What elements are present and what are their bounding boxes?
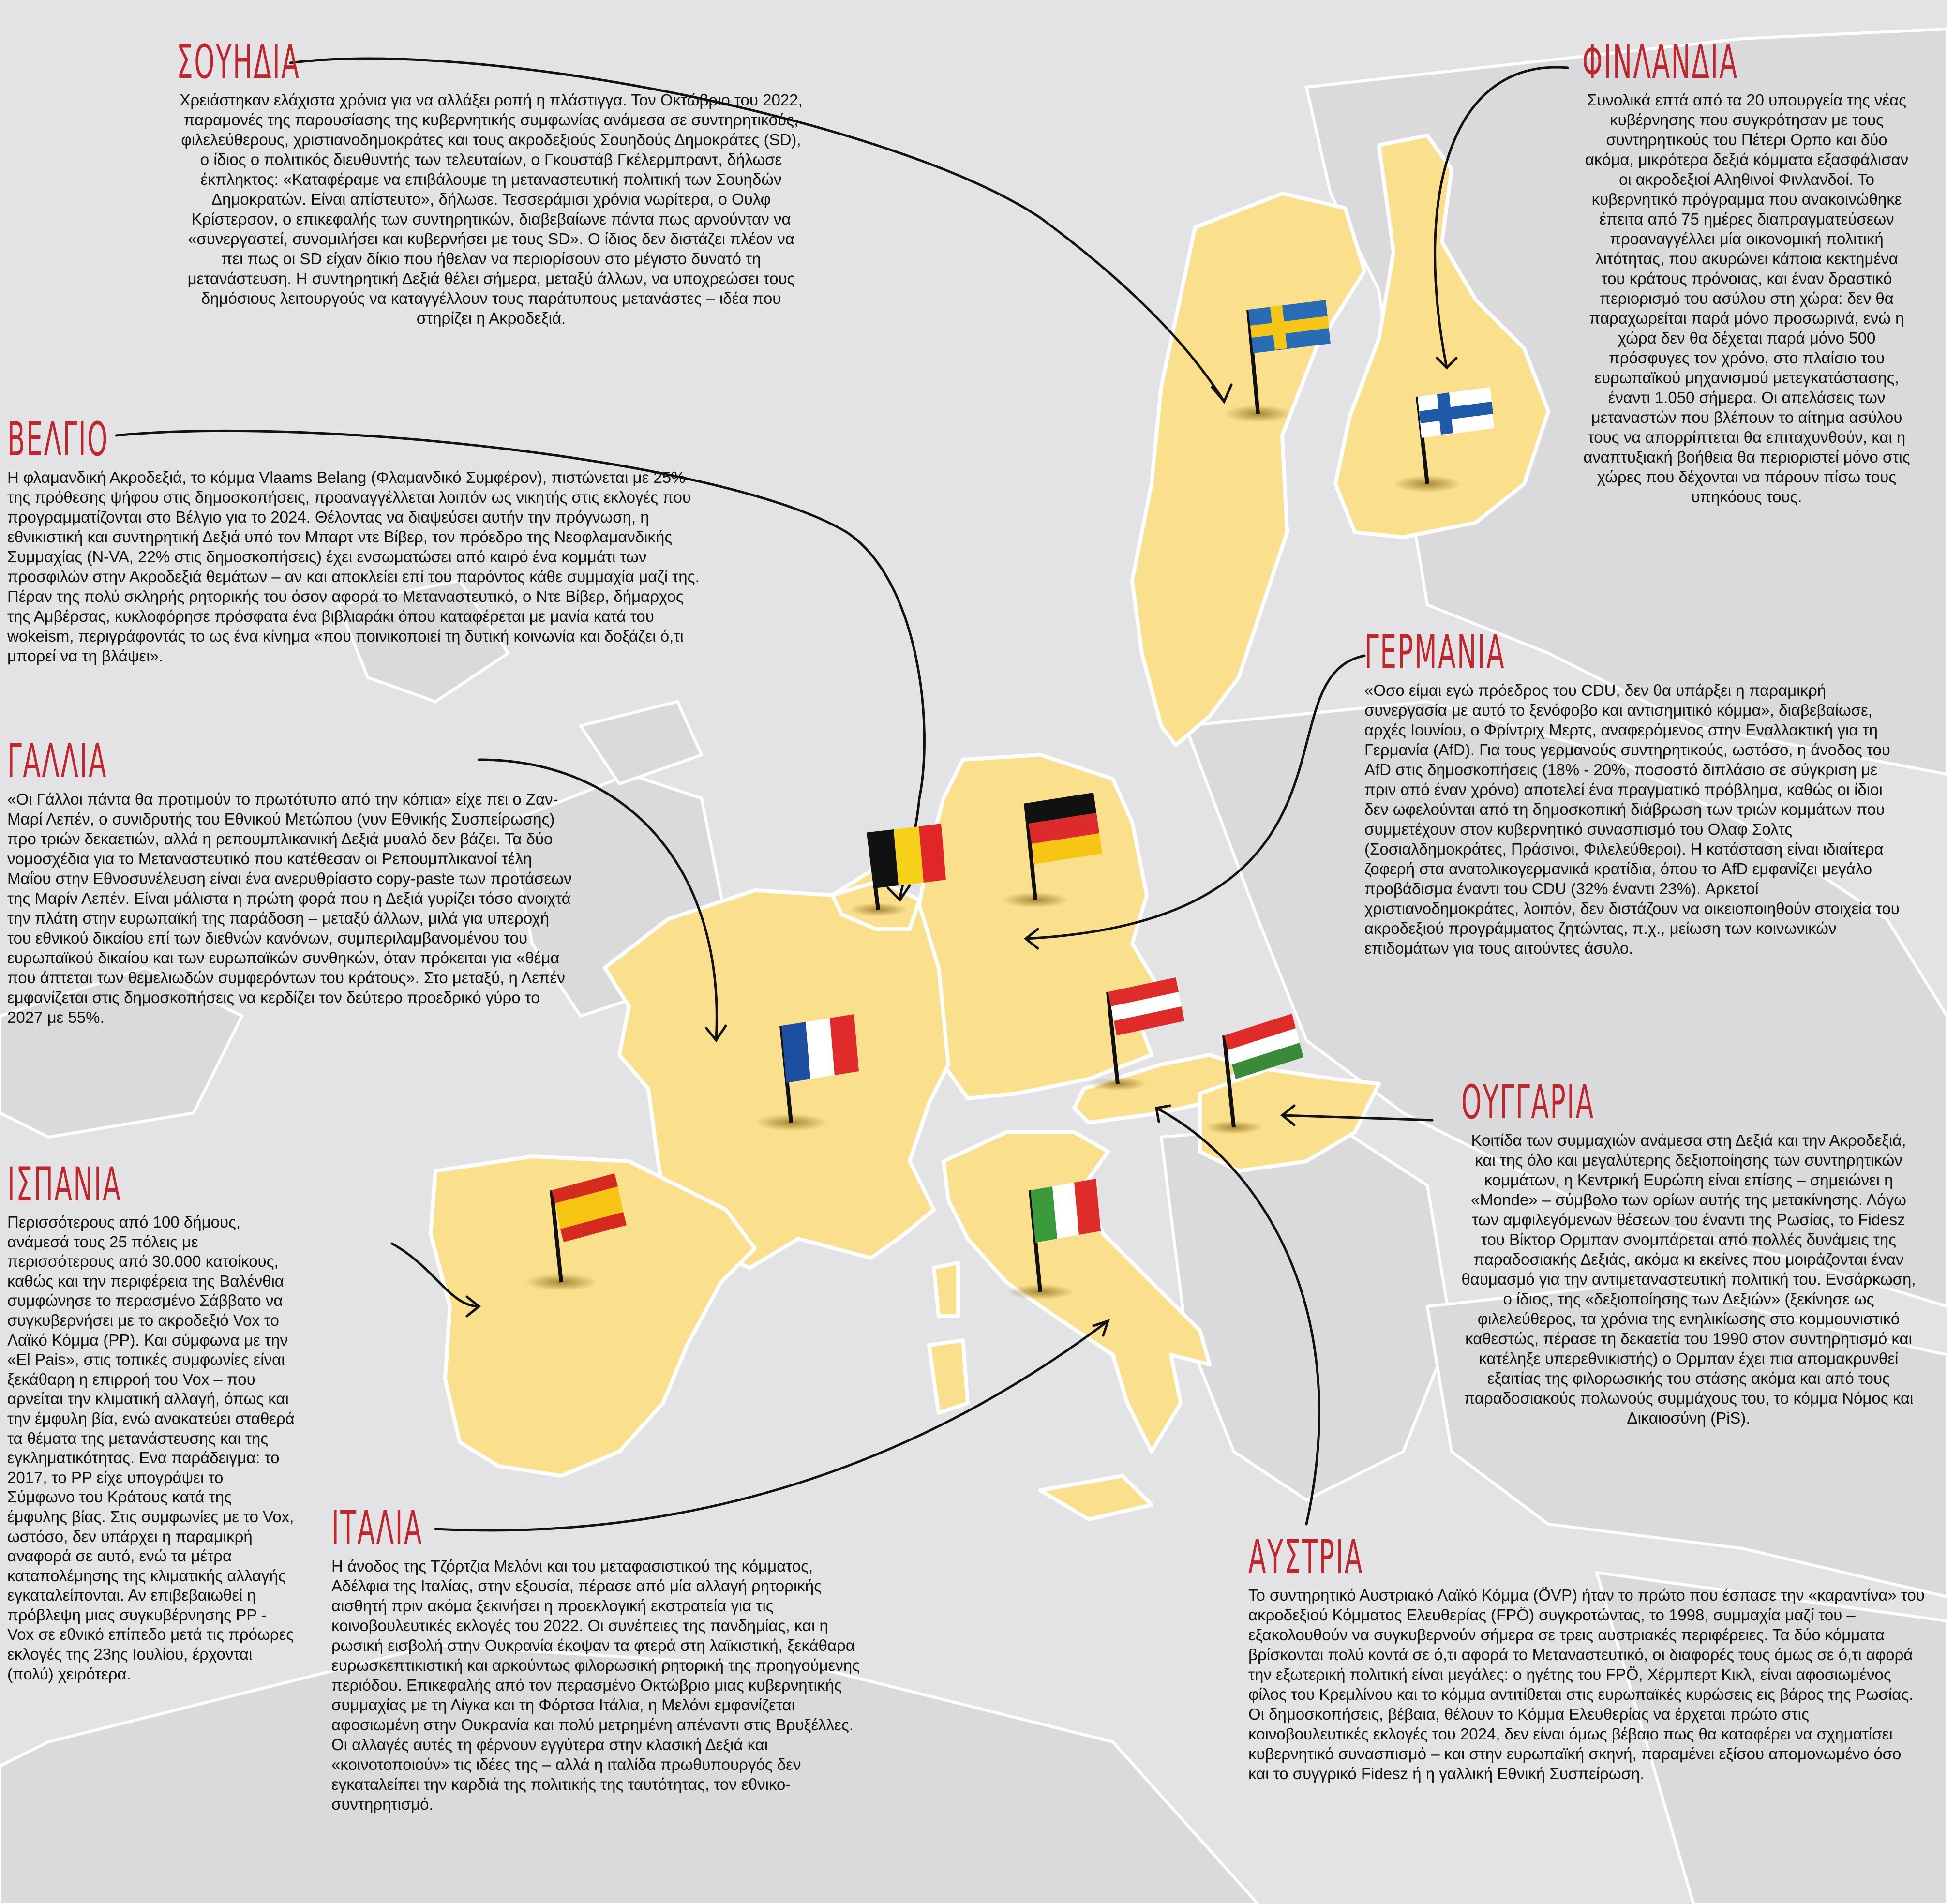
spain-block bbox=[7, 1157, 295, 1684]
finland-title: ΦΙΝΛΑΝΔΙΑ bbox=[1582, 35, 1738, 89]
sweden-block bbox=[177, 35, 806, 328]
austria-text: Το συντηρητικό Αυστριακό Λαϊκό Κόμμα (ÖVP) ήταν το πρώτο που έσπασε την «καραντίνα» του ακροδεξιού Κόμματος Ελευθερίας (FPÖ) συγκροτώντας, το 1998, συμμαχία μαζί του – εξακολουθούν να συγκυβερνούν σήμερα σε τρεις αυστριακές περιφέρειες. Τα δύο κόμματα βρίσκονται πολύ κοντά σε ό,τι αφορά το Μεταναστευτικό, οι διαφορές τους όμως σε ό,τι αφορά την εξωτερική πολιτική είναι μεγάλες: ο ηγέτης του FPÖ, Χέρμπερτ Κικλ, είναι αφοσιωμένος φίλος του Κρεμλίνου και το κόμμα αντιτίθεται στις ευρωπαϊκές κυρώσεις εις βάρος της Ρωσίας. Οι δημοσκοπήσεις, βέβαια, θέλουν το Κόμμα Ελευθερίας να έρχεται πρώτο στις κοινοβουλευτικές εκλογές του 2024, δεν είναι όμως βέβαιο πως θα καταφέρει να σχηματίσει κυβερνητικό συνασπισμό – και στην ευρωπαϊκή σκηνή, παραμένει εξίσου απομονωμένο όσο και το συγγρικό Fidesz ή η γαλλική Εθνική Συσπείρωση. bbox=[1248, 1586, 1925, 1783]
germany-block bbox=[1364, 625, 1906, 958]
austria-title: ΑΥΣΤΡΙΑ bbox=[1248, 1530, 1363, 1584]
belgium-block bbox=[7, 412, 704, 666]
hungary-text: Κοιτίδα των συμμαχιών ανάμεσα στη Δεξιά και την Ακροδεξιά, και της όλο και μεγαλύτερης δεξιοποίησης των συντηρητικών κομμάτων, η Κεντρική Ευρώπη είναι επίσης – σημειώνει η «Monde» – σύμβολο των ορίων αυτής της μετακίνησης. Λόγω των αμφιλεγόμενων θέσεων του έναντι της Ρωσίας, το Fidesz του Βίκτορ Ορμπαν σνομπάρεται από πολλές δυνάμεις της παραδοσιακής Δεξιάς, ακόμα κι εκείνες που μοιράζονται έναν θαυμασμό για την αντιμεταναστευτική πολιτική του. Ενσάρκωση, ο ίδιος, της «δεξιοποίησης των Δεξιών» (ξεκίνησε ως φιλελεύθερος, τα χρόνια της ενηλικίωσης στο κομμουνιστικό καθεστώς, πέρασε τη δεκαετία του 1990 στον συντηρητισμό και κατέληξε υπερεθνικιστής) ο Ορμπαν έχει πια απομακρυνθεί εξαιτίας της φιλορωσικής του στάσης ακόμα και από τους παραδοσιακούς πολωνούς συμμάχους του, το κόμμα Νόμος και Δικαιοσύνη (PiS). bbox=[1461, 1131, 1916, 1427]
sweden-text: Χρειάστηκαν ελάχιστα χρόνια για να αλλάξει ροπή η πλάστιγγα. Τον Οκτώβριο του 2022, παραμονές της παρουσίασης της κυβερνητικής συμφωνίας ανάμεσα σε συντηρητικούς, φιλελεύθερους, χριστιανοδημοκράτες και τους ακροδεξιούς Σουηδούς Δημοκράτες (SD), ο ίδιος ο πολιτικός διευθυντής των τελευταίων, ο Γκουστάβ Γκέλερμπραντ, δήλωσε έκπληκτος: «Καταφέραμε να επιβάλουμε τη μεταναστευτική πολιτική των Σουηδών Δημοκρατών. Είναι απίστευτο», δήλωσε. Τεσσεράμισι χρόνια νωρίτερα, ο Ουλφ Κρίστερσον, ο επικεφαλής των συντηρητικών, διαβεβαίωνε πάντα πως αρνούνταν να «συνεργαστεί, συνομιλήσει και κυβερνήσει με τους SD». Ο ίδιος δεν διστάζει πλέον να πει πως οι SD είχαν δίκιο που ήθελαν να περιορίσουν στο μέγιστο δυνατό τη μετανάστευση. Η συντηρητική Δεξιά θέλει σήμερα, μεταξύ άλλων, να υποχρεώσει τους δημόσιους λειτουργούς να καταγγέλλουν τους παράτυπους μετανάστες – ιδέα που στηρίζει η Ακροδεξιά. bbox=[180, 91, 803, 327]
sweden-shape bbox=[1132, 194, 1364, 745]
corsica-shape bbox=[934, 1263, 958, 1316]
france-title: ΓΑΛΛΙΑ bbox=[7, 734, 107, 788]
hungary-block bbox=[1461, 1075, 1916, 1428]
hungary-title: ΟΥΓΓΑΡΙΑ bbox=[1461, 1075, 1595, 1129]
spain-text: Περισσότερους από 100 δήμους, ανάμεσά τους 25 πόλεις με περισσότερους από 30.000 κατοίκους, καθώς και την περιφέρεια της Βαλένθια συμφώνησε το περασμένο Σάββατο να συγκυβερνήσει με το ακροδεξιό Vox το Λαϊκό Κόμμα (PP). Και σύμφωνα με την «El Pais», στις τοπικές συμφωνίες είναι ξεκάθαρη η επιρροή του Vox – που αρνείται την κλιματική αλλαγή, όπως και την έμφυλη βία, ενώ ανακατεύει σταθερά τα θέματα της μετανάστευσης και της εγκληματικότητας. Ενα παράδειγμα: το 2017, το PP είχε υπογράψει το Σύμφωνο του Κράτους κατά της έμφυλης βίας. Στις συμφωνίες με το Vox, ωστόσο, δεν υπάρχει η παραμικρή αναφορά σε αυτό, ενώ τα μέτρα καταπολέμησης της κλιματικής αλλαγής εγκαταλείπονται. Αν επιβεβαιωθεί η πρόβλεψη μιας συγκυβέρνησης PP - Vox σε εθνικό επίπεδο μετά τις πρόωρες εκλογές της 23ης Ιουλίου, έρχονται (πολύ) χειρότερα. bbox=[7, 1213, 295, 1683]
sardinia-shape bbox=[929, 1340, 968, 1413]
italy-text: Η άνοδος της Τζόρτζια Μελόνι και του μεταφασιστικού της κόμματος, Αδέλφια της Ιταλίας, στην εξουσία, πέρασε από μία αλλαγή ρητορικής αισθητή πριν ακόμα ξεκινήσει η προεκλογική εκστρατεία για τις κοινοβουλευτικές εκλογές του 2022. Οι συνέπειες της πανδημίας, και η ρωσική εισβολή στην Ουκρανία έκοψαν τα φτερά στη λαϊκιστική, ξεκάθαρα ευρωσκεπτικιστική και αρκούντως φιλορωσική ρητορική της προηγούμενης περιόδου. Επικεφαλής από τον περασμένο Οκτώβριο μιας κυβερνητικής συμμαχίας με τη Λίγκα και τη Φόρτσα Ιτάλια, η Μελόνι εμφανίζεται αφοσιωμένη στην Ουκρανία και πολύ μετρημένη απέναντι στις Βρυξέλλες. Οι αλλαγές αυτές τη φέρνουν εγγύτερα στην κλασική Δεξιά και «κοινοτοποιούν» τις ιδέες της – αλλά η ιταλίδα πρωθυπουργός δεν εγκαταλείπει την καρδιά της πολιτικής της ταυτότητας, τον εθνικο-συντηρητισμό. bbox=[331, 1557, 860, 1813]
italy-block bbox=[331, 1501, 864, 1814]
finland-block bbox=[1582, 35, 1911, 507]
sicily-shape bbox=[1040, 1476, 1152, 1519]
spain-title: ΙΣΠΑΝΙΑ bbox=[7, 1157, 122, 1212]
france-text: «Οι Γάλλοι πάντα θα προτιμούν το πρωτότυπο από την κόπια» είχε πει ο Ζαν-Μαρί Λεπέν, ο συνιδρυτής του Εθνικού Μετώπου (νυν Εθνικής Συσπείρωσης) προ τριών δεκαετιών, αλλά η ρεπουμπλικανική Δεξιά μυαλό δεν βάζει. Τα δύο νομοσχέδια για το Μεταναστευτικό που κατέθεσαν οι Ρεπουμπλικανοί τέλη Μαΐου στην Εθνοσυνέλευση είναι ένα ανερυθρίαστο copy-paste των προτάσεων της Μαρίν Λεπέν. Είναι μάλιστα η πρώτη φορά που η Δεξιά γυρίζει τόσο ανοιχτά την πλάτη στην ευρωπαϊκή της παράδοση – μεταξύ άλλων, μιλά για υπεροχή του εθνικού δικαίου επί των διεθνών κανόνων, συμπεριλαμβανομένου του ευρωπαϊκού δικαίου και των ευρωπαϊκών συνθηκών, όταν πρόκειται για «θέμα που άπτεται των θεμελιωδών συμφερόντων του κράτους». Στο μεταξύ, η Λεπέν εμφανίζεται στις δημοσκοπήσεις να κερδίζει τον δεύτερο προεδρικό γύρο το 2027 με 55%. bbox=[7, 790, 572, 1026]
belgium-title: ΒΕΛΓΙΟ bbox=[7, 412, 109, 466]
sweden-title: ΣΟΥΗΔΙΑ bbox=[177, 35, 300, 89]
germany-text: «Οσο είμαι εγώ πρόεδρος του CDU, δεν θα υπάρξει η παραμικρή συνεργασία με αυτό το ξενόφοβο και αντισημιτικό κόμμα», διαβεβαίωσε, αρχές Ιουνίου, ο Φρίντριχ Μερτς, αναφερόμενος στην Εναλλακτική για τη Γερμανία (AfD). Για τους γερμανούς συντηρητικούς, ωστόσο, η άνοδος του AfD στις δημοσκοπήσεις (18% - 20%, ποσοστό διπλάσιο σε σύγκριση με πριν από έναν χρόνο) αποτελεί ένα πραγματικό πρόβλημα, καθώς οι ίδιοι δεν ωφελούνται από τη δημοσκοπική διάβρωση των τριών κομμάτων που συμμετέχουν στον κυβερνητικό συνασπισμό του Ολαφ Σολτς (Σοσιαλδημοκράτες, Πράσινοι, Φιλελεύθεροι). Η κατάσταση είναι ιδιαίτερα ζοφερή στα ανατολικογερμανικά κρατίδια, όπου το AfD εμφανίζει μεγάλο προβάδισμα έναντι του CDU (32% έναντι 23%). Αρκετοί χριστιανοδημοκράτες, λοιπόν, δεν διστάζουν να οικειοποιηθούν στοιχεία του ακροδεξιού προγράμματος ζητώντας, π.χ., μείωση των κοινωνικών επιδομάτων για τους αιτούντες άσυλο. bbox=[1364, 681, 1900, 957]
finland-text: Συνολικά επτά από τα 20 υπουργεία της νέας κυβέρνησης που συγκρότησαν με τους συντηρητικούς του Πέτερι Ορπο και δύο ακόμα, μικρότερα δεξιά κόμματα εξασφάλισαν οι ακροδεξιοί Αληθινοί Φινλανδοί. Το κυβερνητικό πρόγραμμα που ανακοινώθηκε έπειτα από 75 ημέρες διαπραγματεύσεων προαναγγέλλει μία οικονομική πολιτική λιτότητας, που ακυρώνει κάποια κεκτημένα του κράτους πρόνοιας, και έναν δραστικό περιορισμό του ασύλου στη χώρα: δεν θα παραχωρείται παρά μόνο προσωρινά, ενώ η χώρα δεν θα δέχεται παρά μόνο 500 πρόσφυγες τον χρόνο, στο πλαίσιο του ευρωπαϊκού μηχανισμού μετεγκατάστασης, έναντι 1.050 σήμερα. Οι απελάσεις των μεταναστών που βλέπουν το αίτημα ασύλου τους να απορρίπτεται θα επιταχυνθούν, και η αναπτυξιακή βοήθεια θα περιοριστεί μόνο στις χώρες που δέχονται να πάρουν πίσω τους υπηκόους τους. bbox=[1583, 91, 1910, 506]
italy-title: ΙΤΑΛΙΑ bbox=[331, 1501, 423, 1555]
austria-block bbox=[1248, 1530, 1926, 1784]
france-block bbox=[7, 734, 573, 1027]
germany-title: ΓΕΡΜΑΝΙΑ bbox=[1364, 625, 1506, 679]
belgium-text: Η φλαμανδική Ακροδεξιά, το κόμμα Vlaams Belang (Φλαμανδικό Συμφέρον), πιστώνεται με 25% της πρόθεσης ψήφου στις δημοσκοπήσεις, προαναγγέλλεται λοιπόν ως νικητής στις εκλογές που προγραμματίζονται στο Βέλγιο για το 2024. Θέλοντας να διαψεύσει αυτήν την πρόγνωση, η εθνικιστική και συντηρητική Δεξιά υπό τον Μπαρτ ντε Βίβερ, τον πρόεδρο της Νεοφλαμανδικής Συμμαχίας (N-VA, 22% στις δημοσκοπήσεις) έχει ενσωματώσει από καιρό ένα κομμάτι των προσφιλών στην Ακροδεξιά θεμάτων – αν και αποκλείει επί του παρόντος κάθε συμμαχία μαζί της. Πέραν της πολύ σκληρής ρητορικής του όσον αφορά το Μεταναστευτικό, ο Ντε Βίβερ, δήμαρχος της Αμβέρσας, κυκλοφόρησε πρόσφατα ένα βιβλιαράκι όπου καταφέρεται με μανία κατά του wokeism, περιγράφοντάς το ως ένα κίνημα «που ποινικοποιεί τη δυτική κοινωνία και δοξάζει ό,τι μπορεί να τη βλάψει». bbox=[7, 468, 700, 665]
